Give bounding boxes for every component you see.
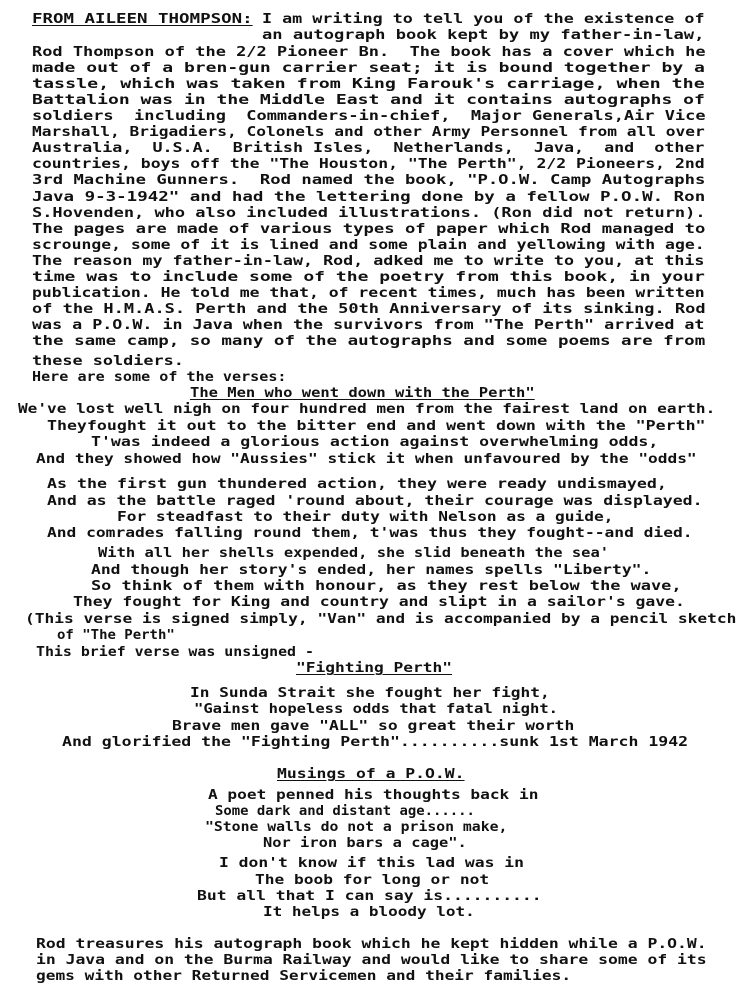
poem-line: "Stone walls do not a prison make, [205, 819, 508, 835]
intro-line: Australia, U.S.A. British Isles, Netherlands, Java, and other [32, 140, 705, 156]
poem-line: I don't know if this lad was in [219, 855, 524, 871]
intro-line: Java 9-3-1942" and had the lettering done by a fellow P.O.W. Ron [32, 189, 706, 205]
poem-line: Nor iron bars a cage". [263, 835, 467, 851]
poem-line: T'was indeed a glorious action against overwhelming odds, [91, 434, 659, 450]
poem-line: Some dark and distant age...... [215, 803, 475, 819]
poem-title: The Men who went down with the Perth" [190, 385, 535, 401]
poem-line: A poet penned his thoughts back in [208, 787, 539, 803]
intro-line: Rod Thompson of the 2/2 Pioneer Bn. The book has a cover which he [32, 44, 706, 60]
closing-line: gems with other Returned Servicemen and their families. [36, 968, 572, 984]
author-label: FROM AILEEN THOMPSON: [32, 11, 253, 27]
poem-line: They fought for King and country and slipt in a sailor's gave. [73, 594, 685, 610]
intro-line: The reason my father-in-law, Rod, adked me to write to you, at this [32, 253, 705, 269]
intro-line: tassle, which was taken from King Farouk's carriage, when the [32, 76, 705, 92]
intro-line: The pages are made of various types of paper which Rod managed to [32, 221, 706, 237]
intro-line: Battalion was in the Middle East and it contains autographs of [32, 92, 705, 108]
poem-line: And comrades falling round them, t'was thus they fought--and died. [47, 525, 693, 541]
poem-note: of "The Perth" [57, 627, 175, 643]
poem-line: And they showed how "Aussies" stick it when unfavoured by the "odds" [36, 451, 697, 467]
intro-line: I am writing to tell you of the existence of [262, 11, 705, 27]
intro-line: Here are some of the verses: [32, 369, 287, 385]
intro-line: of the H.M.A.S. Perth and the 50th Anniversary of its sinking. Rod [32, 301, 706, 317]
poem-note: (This verse is signed simply, "Van" and is accompanied by a pencil sketch [25, 611, 737, 627]
intro-line: the same camp, so many of the autographs and some poems are from [32, 333, 706, 349]
poem-line: With all her shells expended, she slid beneath the sea' [98, 545, 610, 561]
poem-line: The boob for long or not [255, 872, 490, 888]
poem-line: We've lost well nigh on four hundred men from the fairest land on earth. [18, 401, 716, 417]
poem-line: So think of them with honour, as they rest below the wave, [91, 578, 682, 594]
poem-line: And glorified the "Fighting Perth"..........sunk 1st March 1942 [62, 734, 689, 750]
intro-line: Marshall, Brigadiers, Colonels and other Army Personnel from all over [32, 124, 705, 140]
intro-line: soldiers including Commanders-in-chief, Major Generals,Air Vice [32, 108, 706, 124]
intro-line: an autograph book kept by my father-in-law, [262, 27, 705, 43]
poem-line: Theyfought it out to the bitter end and went down with the "Perth" [47, 418, 706, 434]
intro-line: 3rd Machine Gunners. Rod named the book, "P.O.W. Camp Autographs [32, 172, 706, 188]
intro-line: S.Hovenden, who also included illustrations. (Ron did not return). [32, 205, 706, 221]
poem-line: But all that I can say is.......... [197, 888, 542, 904]
poem-intro: This brief verse was unsigned - [36, 644, 314, 660]
closing-line: in Java and on the Burma Railway and would like to share some of its [36, 952, 707, 968]
poem-title: Musings of a P.O.W. [277, 766, 465, 782]
poem-title: "Fighting Perth" [296, 660, 453, 676]
poem-line: As the first gun thundered action, they were ready undismayed, [47, 476, 667, 492]
poem-line: For steadfast to their duty with Nelson as a guide, [117, 509, 614, 525]
closing-line: Rod treasures his autograph book which he kept hidden while a P.O.W. [36, 936, 707, 952]
intro-line: these soldiers. [32, 353, 184, 369]
intro-line: made out of a bren-gun carrier seat; it is bound together by a [32, 60, 705, 76]
poem-line: And though her story's ended, her names spells "Liberty". [91, 562, 652, 578]
poem-line: "Gainst hopeless odds that fatal night. [194, 701, 558, 717]
intro-line: scrounge, some of it is lined and some plain and yellowing with age. [32, 237, 705, 253]
intro-line: countries, boys off the "The Houston, "The Perth", 2/2 Pioneers, 2nd [32, 156, 705, 172]
intro-line: was a P.O.W. in Java when the survivors from "The Perth" arrived at [32, 317, 705, 333]
poem-line: In Sunda Strait she fought her fight, [190, 685, 550, 701]
poem-line: It helps a bloody lot. [263, 904, 475, 920]
poem-line: And as the battle raged 'round about, their courage was displayed. [47, 493, 703, 509]
poem-line: Brave men gave "ALL" so great their worth [172, 718, 575, 734]
intro-line: publication. He told me that, of recent times, much has been written [32, 285, 705, 301]
intro-line: time was to include some of the poetry from this book, in your [32, 269, 705, 285]
